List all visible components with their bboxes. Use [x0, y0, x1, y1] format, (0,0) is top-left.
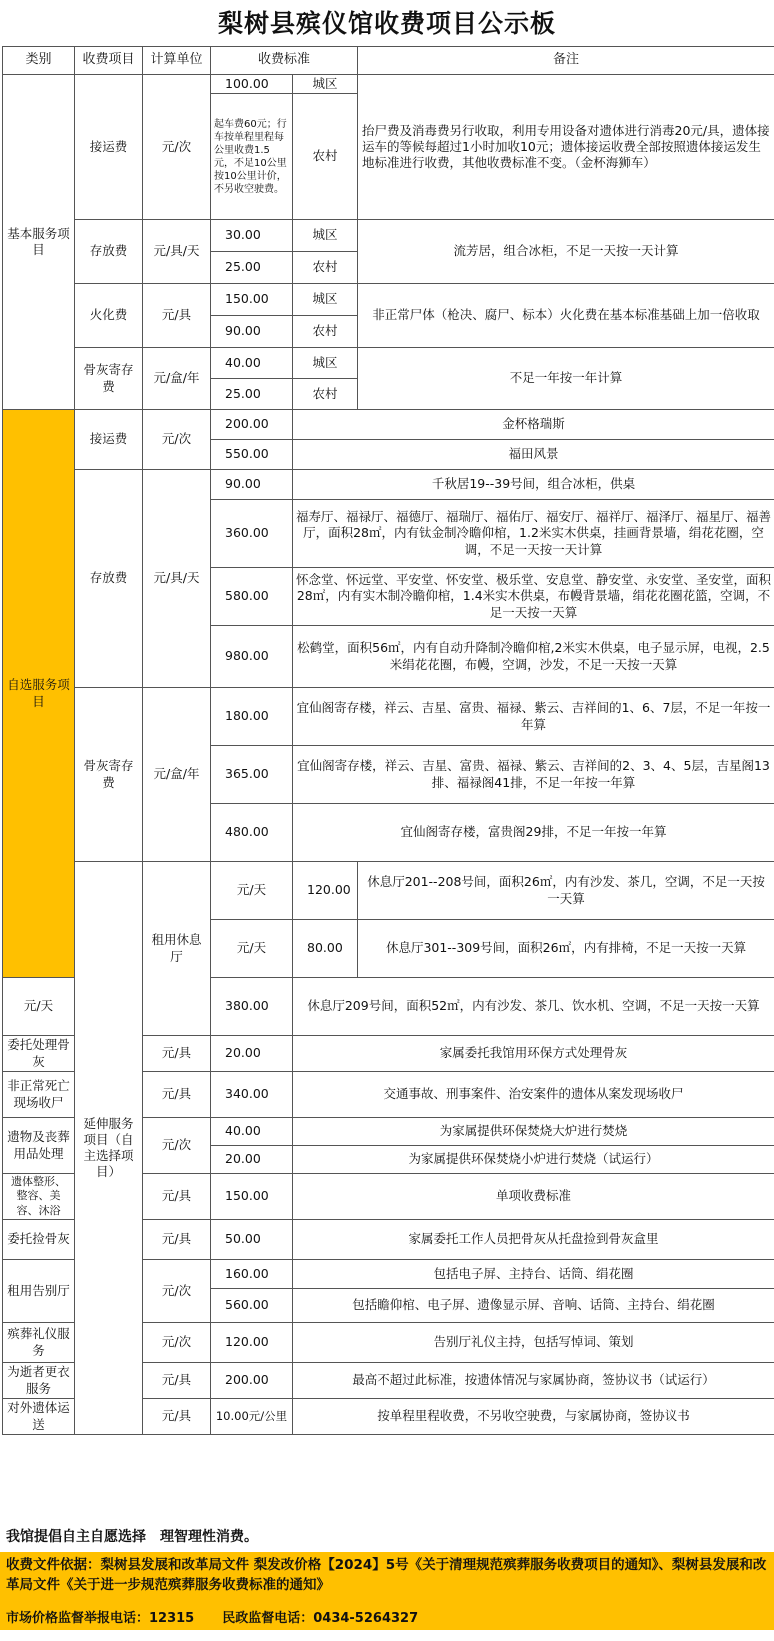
- table-header-row: [3, 47, 774, 75]
- item-price: 20.00: [211, 1146, 293, 1174]
- item-price: 100.00: [211, 75, 293, 94]
- item-unit: 元/次: [143, 1118, 211, 1174]
- item-remark: 松鹤堂，面积56㎡，内有自动升降制冷瞻仰棺,2米实木供桌，电子显示屏，电视，2.5米绢花花圈，布幔，空调，沙发，不足一天按一天算: [293, 626, 774, 688]
- item-price: 80.00: [293, 920, 358, 978]
- item-price: 50.00: [211, 1220, 293, 1260]
- item-remark: 休息厅209号间，面积52㎡，内有沙发、茶几、饮水机、空调，不足一天按一天算: [293, 978, 774, 1036]
- item-unit: 元/天: [3, 978, 75, 1036]
- item-price: 40.00: [211, 348, 293, 379]
- item-area: 农村: [293, 379, 358, 410]
- item-unit: 元/具: [143, 1399, 211, 1435]
- item-area: 城区: [293, 348, 358, 379]
- item-price: 25.00: [211, 252, 293, 284]
- item-remark: 宜仙阁寄存楼，富贵阁29排，不足一年按一年算: [293, 804, 774, 862]
- item-name: 存放费: [75, 220, 143, 284]
- item-remark: 家属委托我馆用环保方式处理骨灰: [293, 1036, 774, 1072]
- header-unit: 计算单位: [143, 47, 211, 75]
- item-price: 180.00: [211, 688, 293, 746]
- item-name: 存放费: [75, 470, 143, 688]
- fee-basis: 收费文件依据：梨树县发展和改革局文件 梨发改价格【2024】5号《关于清理规范殡葬服务收费项目的通知》、梨树县发展和改革局文件《关于进一步规范殡葬服务收费标准的通知》: [0, 1552, 774, 1602]
- item-unit: 元/具: [143, 1363, 211, 1399]
- table-row: [3, 75, 774, 94]
- item-price: 20.00: [211, 1036, 293, 1072]
- header-category: 类别: [3, 47, 75, 75]
- item-price: 90.00: [211, 316, 293, 348]
- item-price: 160.00: [211, 1260, 293, 1289]
- item-unit: 元/具/天: [143, 220, 211, 284]
- item-name: 为逝者更衣服务: [3, 1363, 75, 1399]
- item-price: 480.00: [211, 804, 293, 862]
- table-row: [3, 862, 774, 920]
- item-remark: 宜仙阁寄存楼，祥云、吉星、富贵、福禄、紫云、吉祥间的2、3、4、5层，吉星阁13排、福禄阁41排，不足一年按一年算: [293, 746, 774, 804]
- item-name: 接运费: [75, 75, 143, 220]
- table-row: [3, 284, 774, 316]
- item-remark: 千秋居19--39号间，组合冰柜，供桌: [293, 470, 774, 500]
- item-name: 对外遗体运送: [3, 1399, 75, 1435]
- item-area: 农村: [293, 94, 358, 220]
- item-price: 150.00: [211, 1174, 293, 1220]
- item-name: 委托捡骨灰: [3, 1220, 75, 1260]
- item-area: 城区: [293, 220, 358, 252]
- item-unit: 元/天: [211, 920, 293, 978]
- item-price: 560.00: [211, 1289, 293, 1323]
- item-unit: 元/具: [143, 1174, 211, 1220]
- item-remark: 不足一年按一年计算: [358, 348, 774, 410]
- item-unit: 元/次: [143, 1260, 211, 1323]
- item-price: 340.00: [211, 1072, 293, 1118]
- item-remark: 最高不超过此标准，按遗体情况与家属协商，签协议书（试运行）: [293, 1363, 774, 1399]
- item-remark: 宜仙阁寄存楼，祥云、吉星、富贵、福禄、紫云、吉祥间的1、6、7层，不足一年按一年算: [293, 688, 774, 746]
- table-row: [3, 688, 774, 746]
- item-unit: 元/盒/年: [143, 688, 211, 862]
- item-remark: 非正常尸体（枪决、腐尸、标本）火化费在基本标准基础上加一倍收取: [358, 284, 774, 348]
- item-unit: 元/次: [143, 410, 211, 470]
- item-price: 360.00: [211, 500, 293, 568]
- item-unit: 元/具: [143, 1072, 211, 1118]
- table-row: [3, 348, 774, 379]
- item-area: 城区: [293, 284, 358, 316]
- item-name: 骨灰寄存费: [75, 348, 143, 410]
- item-area: 城区: [293, 75, 358, 94]
- item-name: 委托处理骨灰: [3, 1036, 75, 1072]
- item-remark: 福寿厅、福禄厅、福德厅、福瑞厅、福佑厅、福安厅、福祥厅、福泽厅、福星厅、福善厅，面积28㎡，内有钛金制冷瞻仰棺，1.2米实木供桌，挂画背景墙，绢花花圈，空调，不足一天按一天计算: [293, 500, 774, 568]
- item-remark: 单项收费标准: [293, 1174, 774, 1220]
- item-remark: 按单程里程收费，不另收空驶费，与家属协商，签协议书: [293, 1399, 774, 1435]
- item-name: 殡葬礼仪服务: [3, 1323, 75, 1363]
- item-name: 接运费: [75, 410, 143, 470]
- item-name: 租用告别厅: [3, 1260, 75, 1323]
- item-unit: 元/次: [143, 1323, 211, 1363]
- item-price: 40.00: [211, 1118, 293, 1146]
- item-price: 150.00: [211, 284, 293, 316]
- item-price: 380.00: [211, 978, 293, 1036]
- item-unit: 元/具: [143, 1036, 211, 1072]
- header-remark: 备注: [358, 47, 774, 75]
- item-price: 365.00: [211, 746, 293, 804]
- item-name: 骨灰寄存费: [75, 688, 143, 862]
- item-remark: 福田风景: [293, 440, 774, 470]
- civil-hotline: 民政监督电话：0434-5264327: [222, 1610, 419, 1626]
- item-remark: 休息厅301--309号间，面积26㎡，内有排椅，不足一天按一天算: [358, 920, 774, 978]
- item-price: 起车费60元；行车按单程里程每公里收费1.5元，不足10公里按10公里计价，不另收空驶费。: [211, 94, 293, 220]
- header-item: 收费项目: [75, 47, 143, 75]
- item-remark: 为家属提供环保焚烧大炉进行焚烧: [293, 1118, 774, 1146]
- price-hotline: 市场价格监督举报电话：12315: [6, 1610, 195, 1626]
- item-price: 120.00: [293, 862, 358, 920]
- page-title: 梨树县殡仪馆收费项目公示板: [217, 9, 556, 38]
- item-unit: 元/具: [143, 284, 211, 348]
- item-unit: 元/具: [143, 1220, 211, 1260]
- item-remark: 交通事故、刑事案件、治安案件的遗体从案发现场收尸: [293, 1072, 774, 1118]
- item-area: 农村: [293, 252, 358, 284]
- item-unit: 元/具/天: [143, 470, 211, 688]
- item-remark: 家属委托工作人员把骨灰从托盘捡到骨灰盒里: [293, 1220, 774, 1260]
- item-price: 200.00: [211, 410, 293, 440]
- item-price: 25.00: [211, 379, 293, 410]
- item-price: 10.00元/公里: [211, 1399, 293, 1435]
- item-name: 遗物及丧葬用品处理: [3, 1118, 75, 1174]
- item-price: 90.00: [211, 470, 293, 500]
- table-row: [3, 220, 774, 252]
- item-price: 120.00: [211, 1323, 293, 1363]
- item-name: 非正常死亡现场收尸: [3, 1072, 75, 1118]
- item-remark: 抬尸费及消毒费另行收取，利用专用设备对遗体进行消毒20元/具，遗体接运车的等候每超过1小时加收10元；遗体接运收费全部按照遗体接运发生地标准进行收费，其他收费标准不变。（金杯海狮车）: [358, 75, 774, 220]
- table-row: [3, 470, 774, 500]
- header-price: 收费标准: [211, 47, 358, 75]
- item-price: 980.00: [211, 626, 293, 688]
- item-remark: 为家属提供环保焚烧小炉进行焚烧（试运行）: [293, 1146, 774, 1174]
- category-basic: 基本服务项目: [3, 75, 75, 410]
- item-unit: 元/次: [143, 75, 211, 220]
- item-area: 农村: [293, 316, 358, 348]
- item-remark: 怀念堂、怀远堂、平安堂、怀安堂、极乐堂、安息堂、静安堂、永安堂、圣安堂，面积28㎡，内有实木制冷瞻仰棺，1.4米实木供桌，布幔背景墙，绢花花圈花篮，空调，不足一天按一天算: [293, 568, 774, 626]
- item-price: 550.00: [211, 440, 293, 470]
- item-price: 200.00: [211, 1363, 293, 1399]
- item-name: 租用休息厅: [143, 862, 211, 1036]
- item-unit: 元/盒/年: [143, 348, 211, 410]
- item-name: 火化费: [75, 284, 143, 348]
- hotlines: [0, 1602, 774, 1630]
- item-price: 30.00: [211, 220, 293, 252]
- item-remark: 包括瞻仰棺、电子屏、遗像显示屏、音响、话筒、主持台、绢花圈: [293, 1289, 774, 1323]
- item-remark: 休息厅201--208号间，面积26㎡，内有沙发、茶几，空调，不足一天按一天算: [358, 862, 774, 920]
- item-price: 580.00: [211, 568, 293, 626]
- item-remark: 告别厅礼仪主持，包括写悼词、策划: [293, 1323, 774, 1363]
- category-extended: 延伸服务项目（自主选择项目）: [75, 862, 143, 1435]
- item-remark: 包括电子屏、主持台、话筒、绢花圈: [293, 1260, 774, 1289]
- item-name: 遗体整形、整容、美容、沐浴: [3, 1174, 75, 1220]
- item-remark: 金杯格瑞斯: [293, 410, 774, 440]
- table-row: [3, 410, 774, 440]
- item-remark: 流芳居，组合冰柜，不足一天按一天计算: [358, 220, 774, 284]
- category-optional: 自选服务项目: [3, 410, 75, 978]
- item-unit: 元/天: [211, 862, 293, 920]
- fee-table: [2, 46, 774, 1435]
- slogan: 我馆提倡自主自愿选择 理智理性消费。: [6, 1529, 258, 1545]
